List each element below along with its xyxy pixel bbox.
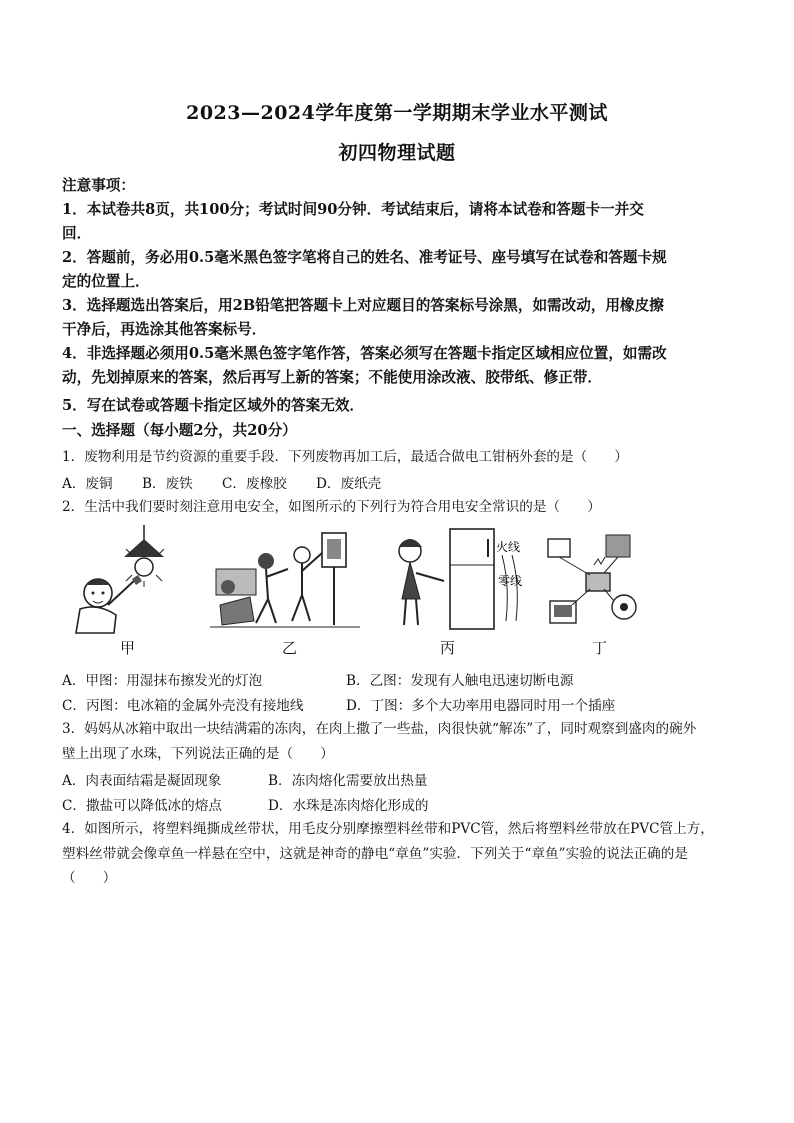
note-line: 4．非选择题必须用0.5毫米黑色签字笔作答，答案必须写在答题卡指定区域相应位置，如需改 <box>62 345 667 362</box>
figure-ding-overloaded-socket <box>542 525 652 635</box>
q2-option-d: D．丁图：多个大功率用电器同时用一个插座 <box>346 698 616 714</box>
figure-label-jia: 甲 <box>120 639 136 657</box>
question-2-stem: 2．生活中我们要时刻注意用电安全，如图所示的下列行为符合用电安全常识的是（ ） <box>62 499 601 515</box>
figure-jia-wet-cloth-lamp <box>62 525 182 635</box>
exam-title: 2023—2024学年度第一学期期末学业水平测试 <box>186 102 608 124</box>
question-4-stem-line: 4．如图所示，将塑料绳撕成丝带状，用毛皮分别摩擦塑料丝带和PVC管，然后将塑料丝带放在PVC管上方， <box>62 821 714 837</box>
figure-label-bing: 丙 <box>440 639 456 657</box>
note-line: 动，先划掉原来的答案，然后再写上新的答案；不能使用涂改液、胶带纸、修正带． <box>62 369 602 386</box>
q1-option-a: A．废铜 <box>62 476 113 492</box>
q1-option-b: B．废铁 <box>142 476 193 492</box>
question-3-stem-line: 3．妈妈从冰箱中取出一块结满霜的冻肉，在肉上撒了一些盐，肉很快就“解冻”了，同时观察到盛肉的碗外 <box>62 721 697 737</box>
q2-option-a: A．甲图：用湿抹布擦发光的灯泡 <box>62 673 263 689</box>
q3-option-c: C．撒盐可以降低冰的熔点 <box>62 798 222 814</box>
q2-option-c: C．丙图：电冰箱的金属外壳没有接地线 <box>62 698 304 714</box>
note-line: 回． <box>62 225 92 242</box>
note-line: 1．本试卷共8页，共100分；考试时间90分钟．考试结束后，请将本试卷和答题卡一并交 <box>62 201 644 218</box>
section-heading: 一、选择题（每小题2分，共20分） <box>62 422 297 439</box>
figure-label-yi: 乙 <box>282 639 298 657</box>
q3-option-b: B．冻肉熔化需要放出热量 <box>268 773 428 789</box>
q1-option-c: C．废橡胶 <box>222 476 287 492</box>
figure-text-fire-line: 火线 <box>496 540 521 554</box>
figure-label-ding: 丁 <box>592 639 608 657</box>
note-line: 2．答题前，务必用0.5毫米黑色签字笔将自己的姓名、准考证号、座号填写在试卷和答题卡规 <box>62 249 667 266</box>
q2-option-b: B．乙图：发现有人触电迅速切断电源 <box>346 673 574 689</box>
q2-figures <box>62 525 702 655</box>
note-line: 干净后，再选涂其他答案标号． <box>62 321 267 338</box>
question-4-stem-line: （ ） <box>62 870 117 886</box>
figure-text-zero-line: 零线 <box>498 574 523 588</box>
figure-bing-fridge <box>380 525 530 635</box>
note-line: 定的位置上． <box>62 273 150 290</box>
figure-yi-cut-power <box>210 525 360 635</box>
note-line: 5．写在试卷或答题卡指定区域外的答案无效． <box>62 397 365 414</box>
q1-option-d: D．废纸壳 <box>316 476 382 492</box>
notes-heading: 注意事项： <box>62 177 135 194</box>
question-1-stem: 1．废物利用是节约资源的重要手段．下列废物再加工后，最适合做电工钳柄外套的是（ ） <box>62 449 628 465</box>
q3-option-d: D．水珠是冻肉熔化形成的 <box>268 798 429 814</box>
question-4-stem-line: 塑料丝带就会像章鱼一样悬在空中，这就是神奇的静电“章鱼”实验．下列关于“章鱼”实验的说法正确的是 <box>62 846 688 862</box>
q3-option-a: A．肉表面结霜是凝固现象 <box>62 773 222 789</box>
note-line: 3．选择题选出答案后，用2B铅笔把答题卡上对应题目的答案标号涂黑，如需改动，用橡皮擦 <box>62 297 664 314</box>
exam-subtitle: 初四物理试题 <box>338 142 456 164</box>
question-3-stem-line: 壁上出现了水珠，下列说法正确的是（ ） <box>62 746 334 762</box>
